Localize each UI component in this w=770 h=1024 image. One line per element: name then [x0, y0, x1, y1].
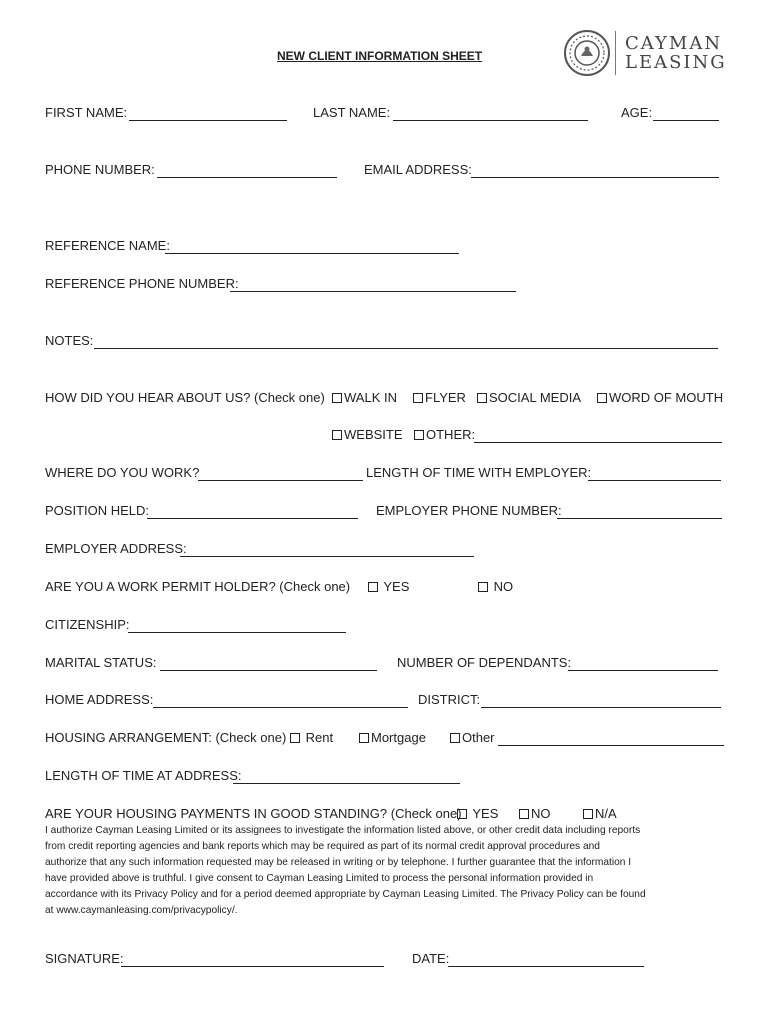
marital-status-label: MARITAL STATUS:	[45, 655, 157, 670]
position-held-field[interactable]	[147, 518, 358, 519]
position-held-label: POSITION HELD:	[45, 503, 150, 518]
employer-phone-label: EMPLOYER PHONE NUMBER:	[376, 503, 562, 518]
option-website[interactable]: WEBSITE	[332, 427, 403, 443]
length-employer-field[interactable]	[588, 480, 721, 481]
permit-no-option[interactable]: NO	[478, 579, 513, 595]
cayman-leasing-logo-icon	[563, 29, 611, 77]
standing-na-option[interactable]: N/A	[583, 806, 617, 822]
option-walk-in[interactable]: WALK IN	[332, 390, 397, 406]
option-word-of-mouth[interactable]: WORD OF MOUTH	[597, 390, 723, 406]
date-label: DATE:	[412, 951, 450, 966]
reference-name-label: REFERENCE NAME:	[45, 238, 170, 253]
option-flyer[interactable]: FLYER	[413, 390, 466, 406]
option-social-media[interactable]: SOCIAL MEDIA	[477, 390, 581, 406]
citizenship-field[interactable]	[128, 632, 346, 633]
age-label: AGE:	[621, 105, 653, 120]
checkbox-icon[interactable]	[332, 393, 342, 403]
checkbox-icon[interactable]	[597, 393, 607, 403]
phone-field[interactable]	[157, 177, 337, 178]
where-work-field[interactable]	[198, 480, 363, 481]
home-address-label: HOME ADDRESS:	[45, 692, 154, 707]
district-field[interactable]	[481, 707, 721, 708]
dependants-field[interactable]	[568, 670, 718, 671]
housing-standing-label: ARE YOUR HOUSING PAYMENTS IN GOOD STANDING? (Check one)	[45, 806, 462, 821]
standing-yes-option[interactable]: YES	[457, 806, 498, 822]
reference-phone-field[interactable]	[230, 291, 516, 292]
dependants-label: NUMBER OF DEPENDANTS:	[397, 655, 572, 670]
length-address-label: LENGTH OF TIME AT ADDRESS:	[45, 768, 242, 783]
checkbox-icon[interactable]	[450, 733, 460, 743]
notes-field[interactable]	[94, 348, 718, 349]
checkbox-icon[interactable]	[457, 809, 467, 819]
date-field[interactable]	[448, 966, 644, 967]
email-field[interactable]	[471, 177, 719, 178]
employer-phone-field[interactable]	[557, 518, 722, 519]
employer-address-field[interactable]	[180, 556, 474, 557]
checkbox-icon[interactable]	[368, 582, 378, 592]
logo-text-line2: LEASING	[625, 52, 727, 73]
consent-line: I authorize Cayman Leasing Limited or its assignees to investigate the information listed above, or other credit data including reports	[45, 825, 641, 836]
consent-paragraph	[45, 823, 735, 919]
signature-field[interactable]	[121, 966, 384, 967]
checkbox-icon[interactable]	[519, 809, 529, 819]
employer-address-label: EMPLOYER ADDRESS:	[45, 541, 187, 556]
home-address-field[interactable]	[153, 707, 408, 708]
hear-about-label: HOW DID YOU HEAR ABOUT US? (Check one)	[45, 390, 325, 405]
phone-label: PHONE NUMBER:	[45, 162, 155, 177]
option-other[interactable]: OTHER:	[414, 427, 475, 443]
last-name-label: LAST NAME:	[313, 105, 391, 120]
first-name-label: FIRST NAME:	[45, 105, 128, 120]
housing-mortgage-option[interactable]: Mortgage	[359, 730, 426, 746]
logo-text-line1: CAYMAN	[625, 33, 723, 54]
consent-line: at www.caymanleasing.com/privacypolicy/.	[45, 905, 238, 916]
consent-line: accordance with its Privacy Policy and for a period deemed appropriate by Cayman Leasing Limited. The Privacy Policy can be found	[45, 889, 646, 900]
logo-divider	[615, 31, 616, 75]
work-permit-label: ARE YOU A WORK PERMIT HOLDER? (Check one)	[45, 579, 351, 594]
checkbox-icon[interactable]	[290, 733, 300, 743]
district-label: DISTRICT:	[418, 692, 481, 707]
checkbox-icon[interactable]	[414, 430, 424, 440]
where-work-label: WHERE DO YOU WORK?	[45, 465, 200, 480]
checkbox-icon[interactable]	[332, 430, 342, 440]
page-title: NEW CLIENT INFORMATION SHEET	[277, 49, 483, 63]
housing-other-option[interactable]: Other	[450, 730, 495, 746]
citizenship-label: CITIZENSHIP:	[45, 617, 130, 632]
checkbox-icon[interactable]	[477, 393, 487, 403]
age-field[interactable]	[653, 120, 719, 121]
other-source-field[interactable]	[474, 442, 722, 443]
notes-label: NOTES:	[45, 333, 94, 348]
checkbox-icon[interactable]	[359, 733, 369, 743]
standing-no-option[interactable]: NO	[519, 806, 551, 822]
checkbox-icon[interactable]	[413, 393, 423, 403]
reference-phone-label: REFERENCE PHONE NUMBER:	[45, 276, 239, 291]
email-label: EMAIL ADDRESS:	[364, 162, 472, 177]
first-name-field[interactable]	[129, 120, 287, 121]
last-name-field[interactable]	[393, 120, 588, 121]
housing-arrangement-label: HOUSING ARRANGEMENT: (Check one)	[45, 730, 287, 745]
signature-label: SIGNATURE:	[45, 951, 124, 966]
consent-line: authorize that any such information requested may be released in writing or by telephone. I further guarantee that the information I	[45, 857, 632, 868]
consent-line: have provided above is truthful. I give consent to Cayman Leasing Limited to process the personal information provided in	[45, 873, 594, 884]
housing-other-field[interactable]	[498, 745, 724, 746]
consent-line: from credit reporting agencies and bank reports which may be required as part of its normal credit approval procedures and	[45, 841, 600, 852]
checkbox-icon[interactable]	[583, 809, 593, 819]
length-address-field[interactable]	[233, 783, 460, 784]
length-employer-label: LENGTH OF TIME WITH EMPLOYER:	[366, 465, 592, 480]
reference-name-field[interactable]	[165, 253, 459, 254]
permit-yes-option[interactable]: YES	[368, 579, 409, 595]
checkbox-icon[interactable]	[478, 582, 488, 592]
housing-rent-option[interactable]: Rent	[290, 730, 333, 746]
marital-status-field[interactable]	[160, 670, 377, 671]
